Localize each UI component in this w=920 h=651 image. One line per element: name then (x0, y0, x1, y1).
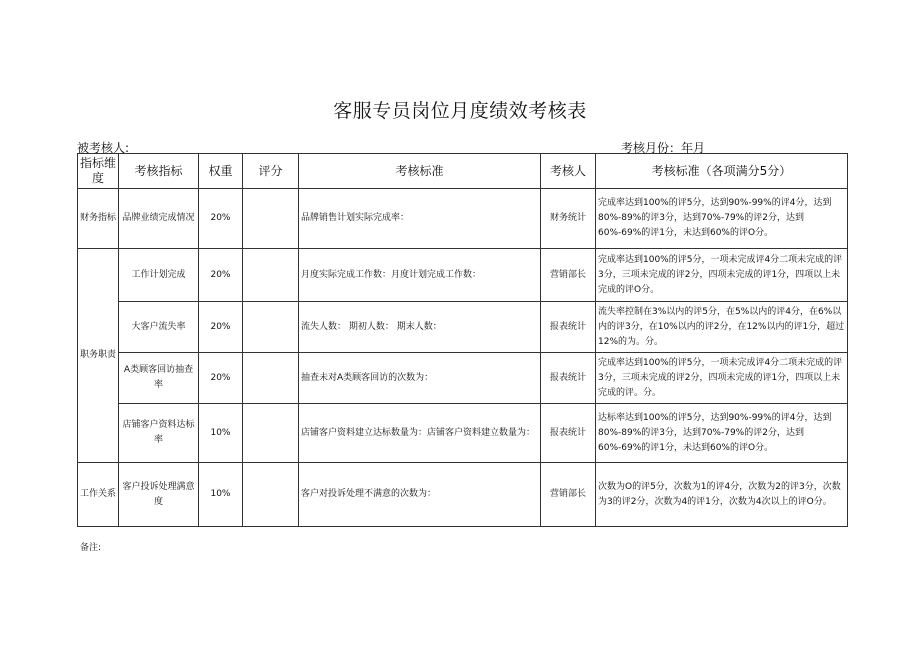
header-score: 评分 (243, 154, 299, 189)
table-row (78, 302, 848, 353)
header-assessor: 考核人 (541, 154, 596, 189)
table-row (78, 189, 848, 249)
standard-cell: 品牌销售计划实际完成率： (299, 189, 541, 249)
table-row (78, 463, 848, 527)
weight-cell: 20% (199, 249, 243, 302)
standard-cell: 抽查未对A类顾客回访的次数为： (299, 353, 541, 404)
score-cell[interactable] (243, 302, 299, 353)
header-weight: 权重 (199, 154, 243, 189)
standard-cell: 店铺客户资料建立达标数量为：店铺客户资料建立数量为： (299, 404, 541, 463)
score-cell[interactable] (243, 353, 299, 404)
assessor-cell: 报表统计 (541, 302, 596, 353)
table-row (78, 404, 848, 463)
table-row (78, 249, 848, 302)
standard-cell: 流失人数： 期初人数： 期末人数： (299, 302, 541, 353)
group-finance: 财务指标 (78, 189, 119, 249)
table-row (78, 353, 848, 404)
score-cell[interactable] (243, 463, 299, 527)
examinee-label: 被考核人: (77, 141, 130, 155)
indicator-cell: 客户投诉处理满意度 (119, 463, 199, 527)
weight-cell: 20% (199, 302, 243, 353)
scoring-cell: 次数为O的评5分，次数为1的评4分，次数为2的评3分，次数为3的评2分，次数为4的评1分，次数为4次以上的评O分。 (596, 463, 848, 527)
standard-cell: 客户对投诉处理不满意的次数为： (299, 463, 541, 527)
weight-cell: 10% (199, 404, 243, 463)
scoring-cell: 达标率达到100%的评5分，达到90%-99%的评4分，达到80%-89%的评3分，达到70%-79%的评2分，达到60%-69%的评1分，未达到60%的评O分。 (596, 404, 848, 463)
group-work: 工作关系 (78, 463, 119, 527)
header-scoring: 考核标准（各项满分5分） (596, 154, 848, 189)
performance-table (77, 153, 848, 527)
group-duty: 职务职责 (78, 249, 119, 463)
assessor-cell: 营销部长 (541, 463, 596, 527)
weight-cell: 10% (199, 463, 243, 527)
scoring-cell: 完成率达到100%的评5分，一项未完成评4分二项未完成的评3分，三项未完成的评2分，四项未完成的评1分，四项以上未完成的评O分。 (596, 249, 848, 302)
assessment-month-label: 考核月份：年月 (621, 141, 706, 155)
scoring-cell: 流失率控制在3%以内的评5分，在5%以内的评4分，在6%以内的评3分，在10%以内的评2分，在12%以内的评1分，超过12%的为。分。 (596, 302, 848, 353)
assessor-cell: 财务统计 (541, 189, 596, 249)
header-indicator: 考核指标 (119, 154, 199, 189)
scoring-cell: 完成率达到100%的评5分，达到90%-99%的评4分，达到80%-89%的评3分，达到70%-79%的评2分，达到60%-69%的评1分，未达到60%的评O分。 (596, 189, 848, 249)
score-cell[interactable] (243, 189, 299, 249)
assessor-cell: 报表统计 (541, 404, 596, 463)
remarks-label: 备注: (80, 543, 102, 553)
weight-cell: 20% (199, 353, 243, 404)
indicator-cell: 品牌业绩完成情况 (119, 189, 199, 249)
page-title: 客服专员岗位月度绩效考核表 (333, 100, 587, 122)
weight-cell: 20% (199, 189, 243, 249)
indicator-cell: 店铺客户资料达标率 (119, 404, 199, 463)
assessor-cell: 营销部长 (541, 249, 596, 302)
score-cell[interactable] (243, 404, 299, 463)
indicator-cell: 工作计划完成 (119, 249, 199, 302)
standard-cell: 月度实际完成工作数：月度计划完成工作数： (299, 249, 541, 302)
header-standard: 考核标准 (299, 154, 541, 189)
scoring-cell: 完成率达到100%的评5分，一项未完成评4分二项未完成的评3分，三项未完成的评2分，四项未完成的评1分，四项以上未完成的评。分。 (596, 353, 848, 404)
header-row (78, 154, 848, 189)
indicator-cell: 大客户流失率 (119, 302, 199, 353)
header-dimension: 指标维度 (78, 154, 119, 189)
assessor-cell: 报表统计 (541, 353, 596, 404)
indicator-cell: A类顾客回访抽查率 (119, 353, 199, 404)
score-cell[interactable] (243, 249, 299, 302)
